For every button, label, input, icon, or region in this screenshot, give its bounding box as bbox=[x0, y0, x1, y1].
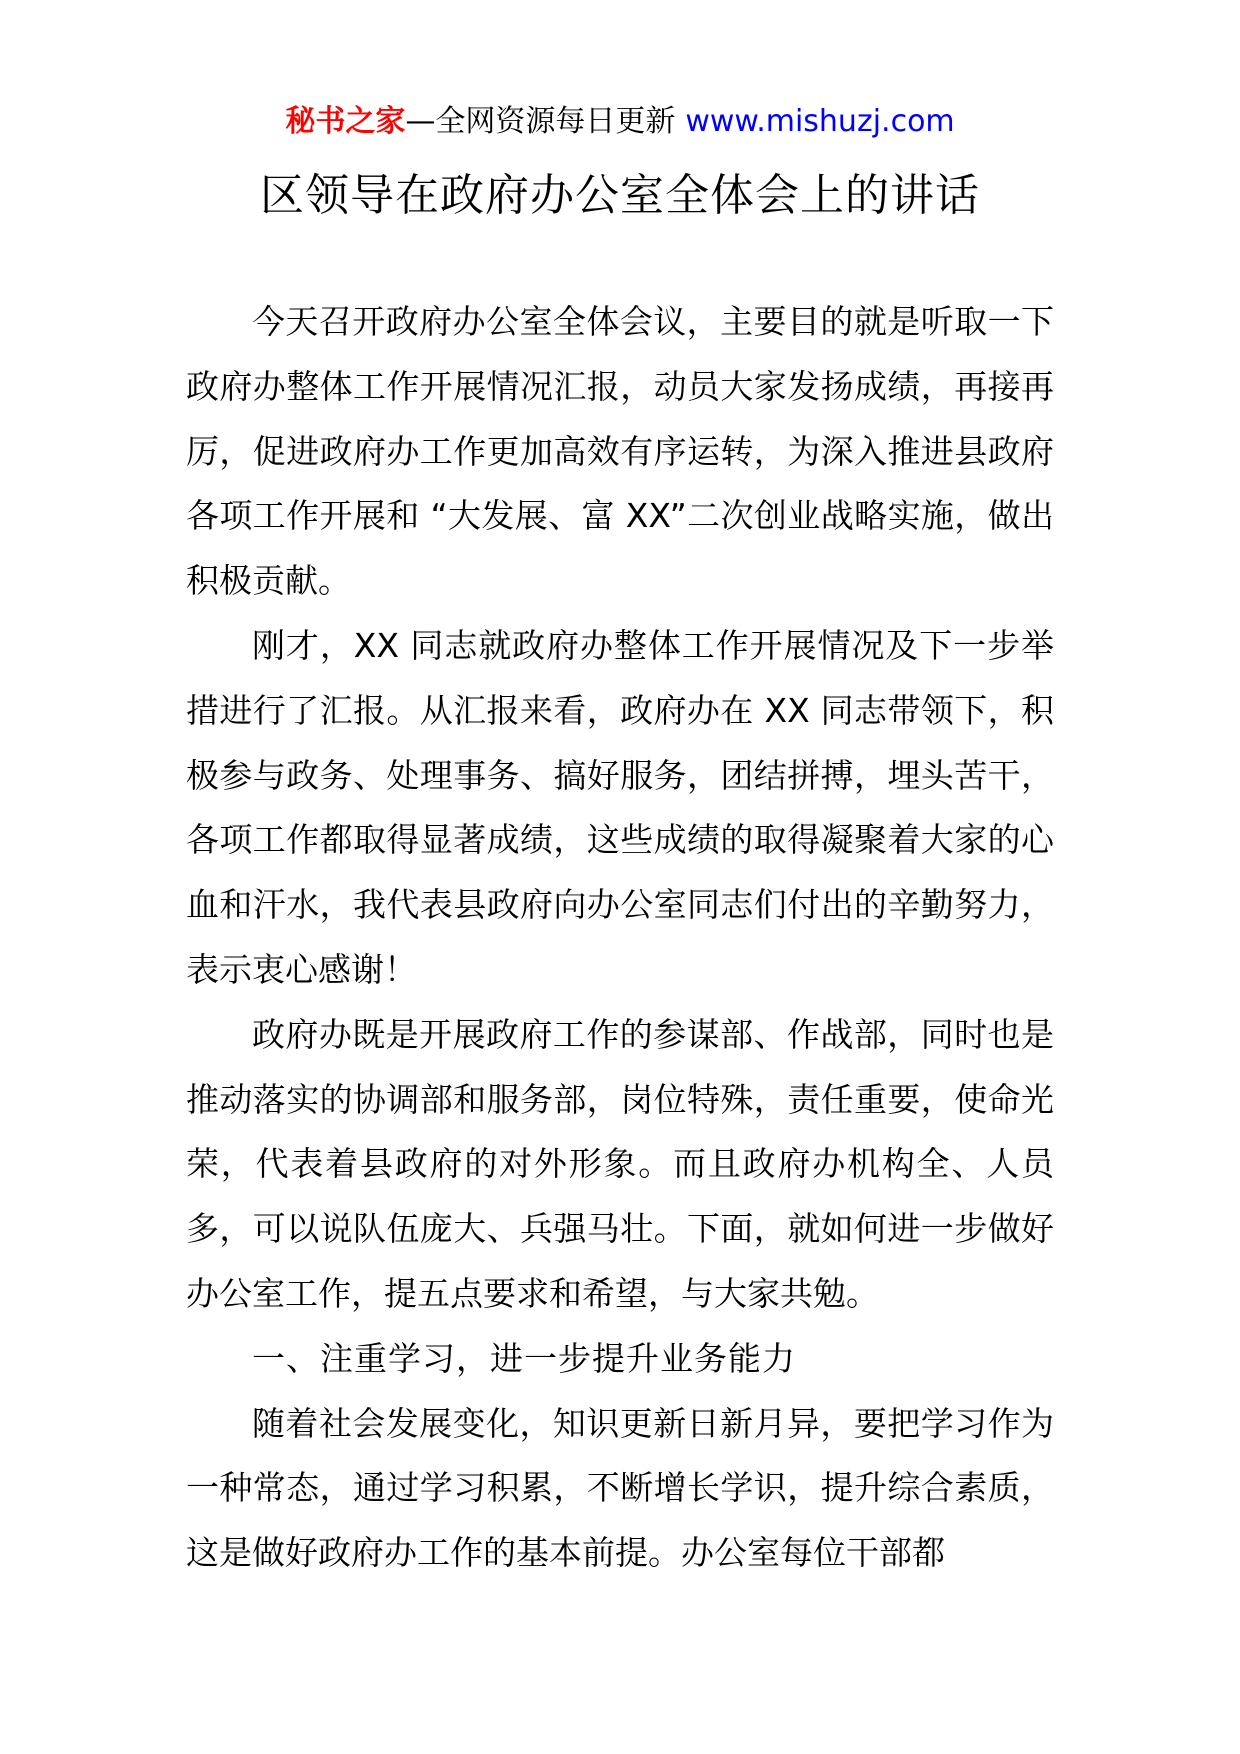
paragraph-opening: 今天召开政府办公室全体会议，主要目的就是听取一下政府办整体工作开展情况汇报，动员大家发扬成绩，再接再厉，促进政府办工作更加高效有序运转，为深入推进县政府各项工作开展和 “大发展、富 XX”二次创业战略实施，做出积极贡献。 bbox=[186, 302, 1054, 601]
paragraph-office-role: 政府办既是开展政府工作的参谋部、作战部，同时也是推动落实的协调部和服务部，岗位特殊，责任重要，使命光荣，代表着县政府的对外形象。而且政府办机构全、人员多，可以说队伍庞大、兵强马壮。下面，就如何进一步做好办公室工作，提五点要求和希望，与大家共勉。 bbox=[186, 1014, 1054, 1313]
document-title: 区领导在政府办公室全体会上的讲话 bbox=[260, 170, 980, 221]
site-header bbox=[0, 100, 1240, 144]
paragraph-learning: 随着社会发展变化，知识更新日新月异，要把学习作为一种常态，通过学习积累，不断增长学识，提升综合素质，这是做好政府办工作的基本前提。办公室每位干部都 bbox=[186, 1403, 1054, 1573]
section-heading-1: 一、注重学习，进一步提升业务能力 bbox=[252, 1338, 796, 1378]
document-body bbox=[186, 290, 1054, 1586]
site-brand: 秘书之家 bbox=[285, 104, 406, 139]
site-slogan: —全网资源每日更新 bbox=[405, 104, 676, 139]
paragraph-report-review: 刚才，XX 同志就政府办整体工作开展情况及下一步举措进行了汇报。从汇报来看，政府办在 XX 同志带领下，积极参与政务、处理事务、搞好服务，团结拼搏，埋头苦干，各项工作都取得显著成绩，这些成绩的取得凝聚着大家的心血和汗水，我代表县政府向办公室同志们付出的辛勤努力，表示衷心感谢！ bbox=[186, 625, 1054, 989]
site-url-link[interactable]: www.mishuzj.com bbox=[685, 104, 955, 139]
